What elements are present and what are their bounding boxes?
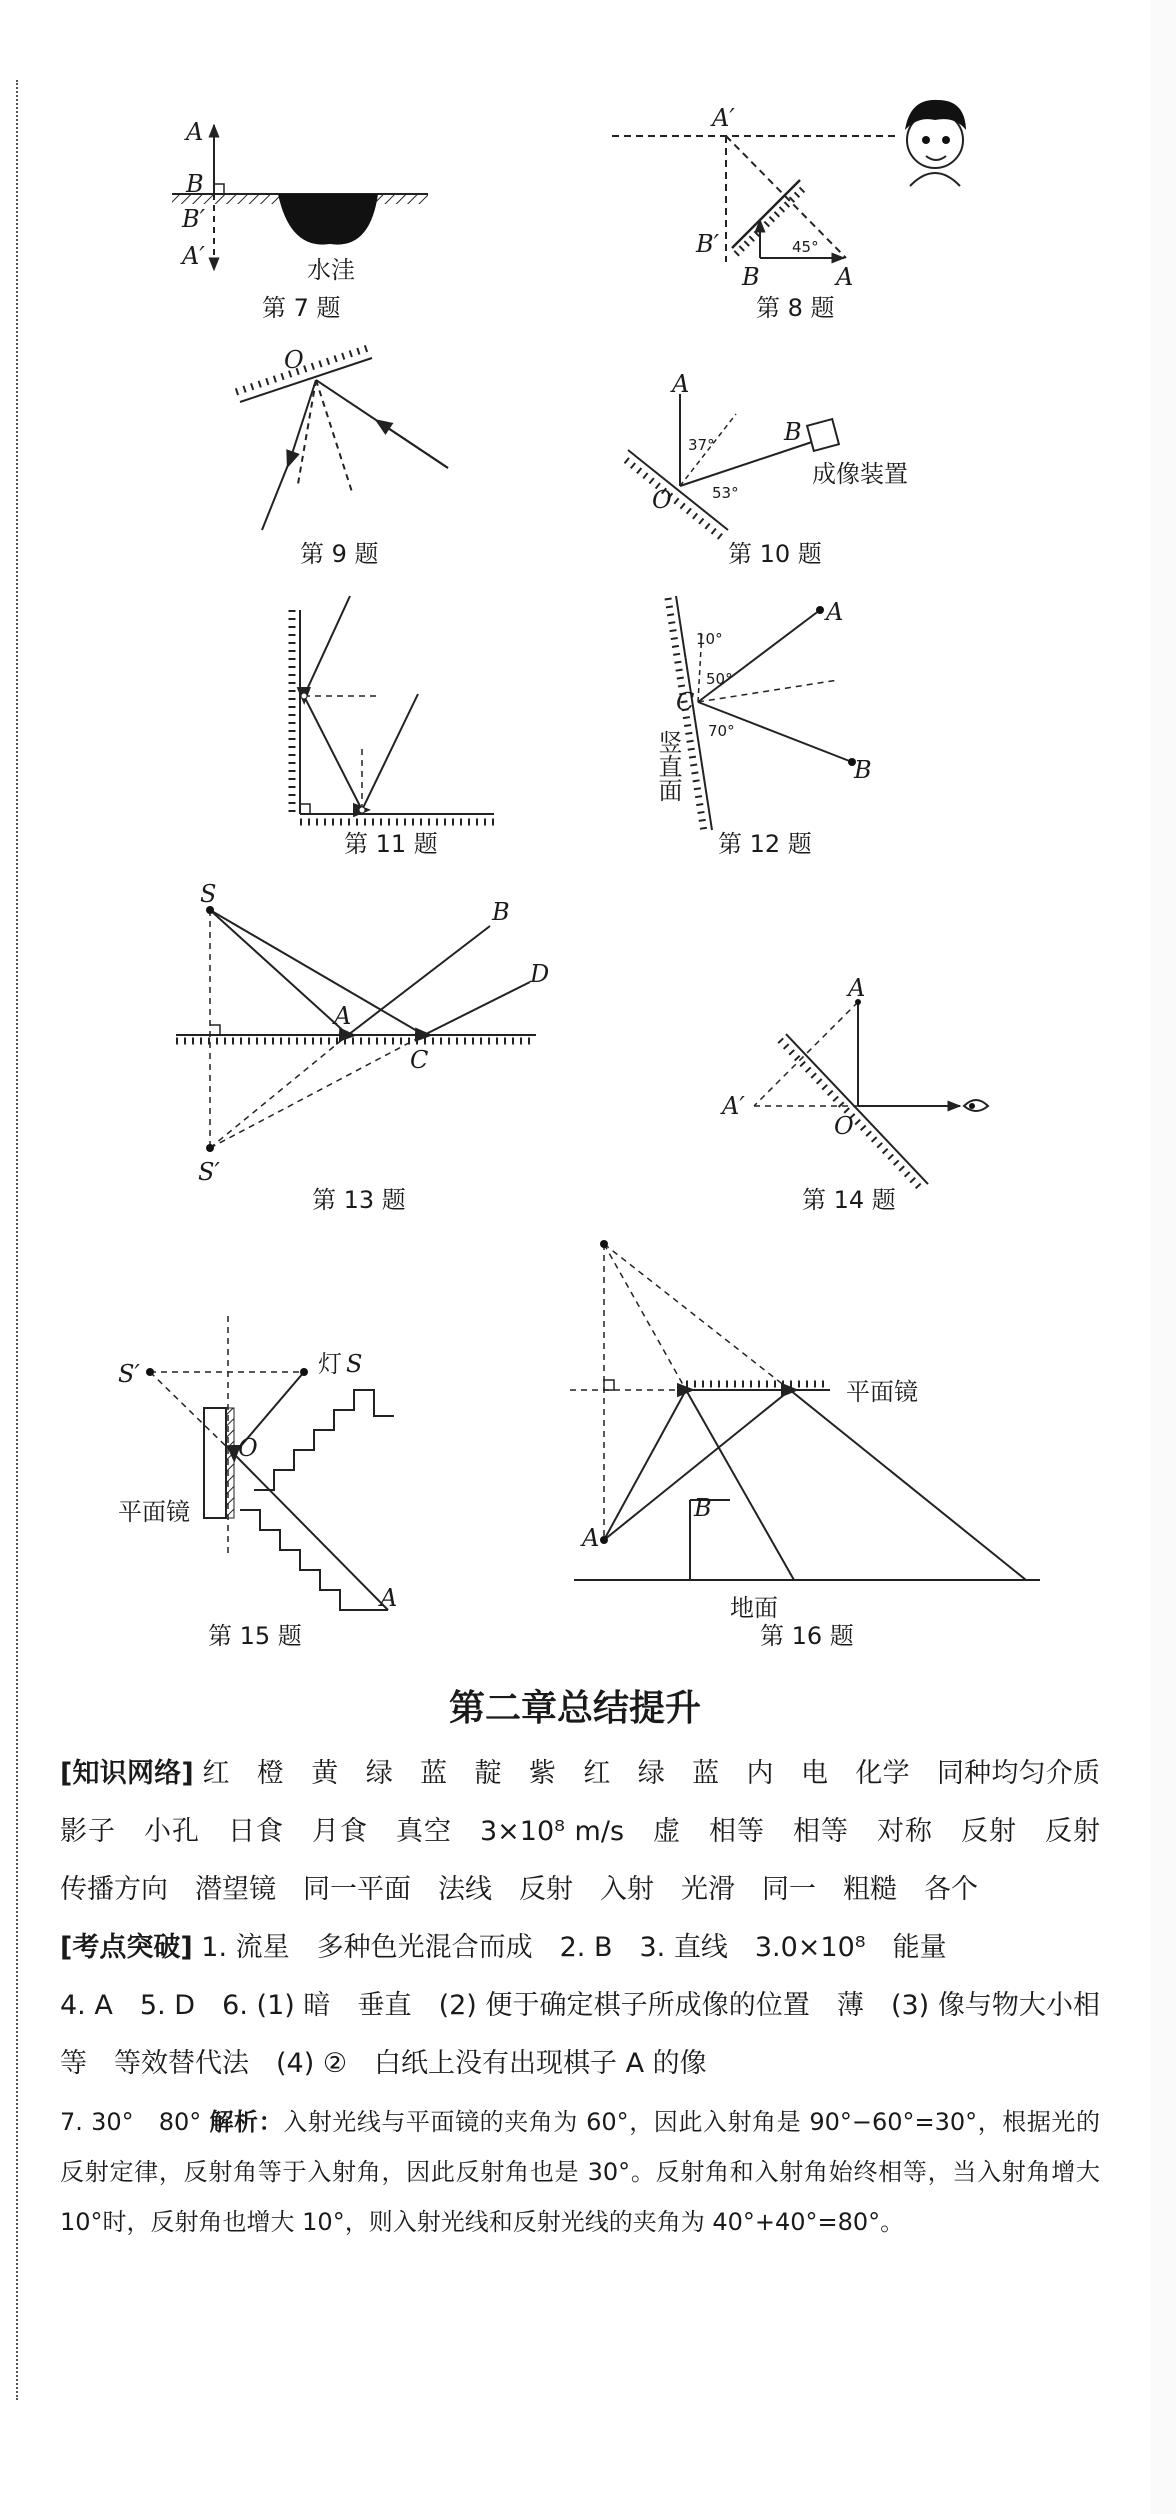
fig12-label-b: B: [854, 756, 872, 784]
fig7-label-a-prime: A′: [182, 242, 205, 270]
fig9-label-o: O: [284, 346, 304, 374]
fig16-note-ground: 地面: [730, 1594, 778, 1622]
fig16-label-b: B: [694, 1494, 712, 1522]
fig13-label-s: S: [200, 880, 217, 908]
fig8-label-a: A: [836, 263, 854, 291]
answer-section: [60, 1745, 1127, 2247]
section-title: 第二章总结提升: [448, 1688, 701, 1729]
fig11-caption: 第 11 题: [344, 830, 438, 858]
fig14-label-a-prime: A′: [722, 1092, 745, 1120]
figure-12: [654, 596, 872, 858]
fig15-note-s: S: [346, 1350, 363, 1378]
fig16-caption: 第 16 题: [760, 1622, 854, 1650]
breakthrough-tag: [考点突破]: [60, 1932, 193, 1963]
fig8-caption: 第 8 题: [756, 294, 835, 322]
figure-10: [626, 370, 908, 568]
fig15-caption: 第 15 题: [208, 1622, 302, 1650]
fig12-label-c: C: [676, 688, 695, 716]
fig13-label-d: D: [530, 960, 550, 988]
knowledge-network: [60, 1745, 1127, 1919]
figure-16: [570, 1240, 1040, 1650]
fig10-label-o: O: [652, 486, 672, 514]
fig14-caption: 第 14 题: [802, 1186, 896, 1214]
figure-8: [612, 100, 966, 322]
eye-icon: [964, 1100, 988, 1111]
fig12-angle-50: 50°: [706, 670, 733, 688]
fig7-note-puddle: 水洼: [307, 256, 355, 284]
breakthrough-line-2: 4. A 5. D 6. (1) 暗 垂直 (2) 便于确定棋子所成像的位置 薄 (3) 像与物大小相等 等效替代法 (4) ② 白纸上没有出现棋子 A 的像: [60, 1990, 1100, 2079]
fig7-label-b-prime: B′: [182, 205, 206, 233]
fig8-label-b-prime: B′: [696, 230, 720, 258]
fig16-label-a: A: [582, 1524, 600, 1552]
fig10-angle-53: 53°: [712, 484, 739, 502]
figure-7: [172, 118, 428, 322]
question-7-explanation: [60, 2097, 1100, 2247]
figure-11: [292, 596, 494, 858]
fig12-caption: 第 12 题: [718, 830, 812, 858]
knowledge-tag: [知识网络]: [60, 1758, 194, 1789]
fig12-note-vertical: 竖直面: [654, 730, 682, 802]
q7-answer: 7. 30° 80°: [60, 2108, 202, 2136]
fig12-label-a: A: [826, 598, 844, 626]
fig13-label-b: B: [492, 898, 510, 926]
breakthrough-answers-1: 1. 流星 多种色光混合而成 2. B 3. 直线 3.0×10⁸ 能量: [201, 1932, 947, 1963]
fig10-label-a: A: [672, 370, 690, 398]
figure-14: [720, 974, 988, 1214]
fig16-note-mirror: 平面镜: [846, 1378, 918, 1406]
fig14-label-o: O: [834, 1112, 854, 1140]
fig8-label-a-prime: A′: [712, 104, 735, 132]
fig15-label-a: A: [380, 1584, 398, 1612]
fig10-angle-37: 37°: [688, 436, 715, 454]
knowledge-text: 红 橙 黄 绿 蓝 靛 紫 红 绿 蓝 内 电 化学 同种均匀介质 影子 小孔 日食 月食 真空 3×10⁸ m/s 虚 相等 相等 对称 反射 反射 传播方向 潜望镜 同一平面 法线 反射 入射 光滑 同一 粗糙 各个: [60, 1758, 1127, 1905]
fig12-angle-10: 10°: [696, 630, 723, 648]
fig15-label-s-prime: S′: [118, 1360, 140, 1388]
fig10-label-b: B: [784, 418, 802, 446]
fig10-note-device: 成像装置: [812, 460, 908, 488]
q7-text: 入射光线与平面镜的夹角为 60°，因此入射角是 90°−60°=30°，根据光的反射定律，反射角等于入射角，因此反射角也是 30°。反射角和入射角始终相等，当入射角增大 10°时，反射角也增大 10°，则入射光线和反射光线的夹角为 40°+40°=80°。: [60, 2108, 1100, 2236]
figure-13: [176, 880, 549, 1214]
breakthrough-line-1: [60, 1919, 1100, 1977]
fig10-caption: 第 10 题: [728, 540, 822, 568]
fig8-angle: 45°: [792, 238, 819, 256]
fig8-label-b: B: [742, 263, 760, 291]
figure-15: [118, 1316, 397, 1650]
fig7-caption: 第 7 题: [262, 294, 341, 322]
fig13-label-a: A: [334, 1002, 352, 1030]
boy-icon: [905, 100, 966, 186]
fig15-note-mirror: 平面镜: [118, 1498, 190, 1526]
fig15-note-lamp: 灯: [318, 1350, 342, 1378]
fig13-label-s-prime: S′: [198, 1158, 220, 1186]
fig7-label-a: A: [186, 118, 204, 146]
fig15-label-o: O: [238, 1434, 258, 1462]
fig12-angle-70: 70°: [708, 722, 735, 740]
fig9-caption: 第 9 题: [300, 540, 379, 568]
fig13-label-c: C: [410, 1046, 429, 1074]
fig14-label-a: A: [848, 974, 866, 1002]
figure-9: [236, 346, 448, 568]
q7-label: 解析：: [209, 2108, 284, 2136]
fig7-label-b: B: [186, 170, 204, 198]
fig13-caption: 第 13 题: [312, 1186, 406, 1214]
